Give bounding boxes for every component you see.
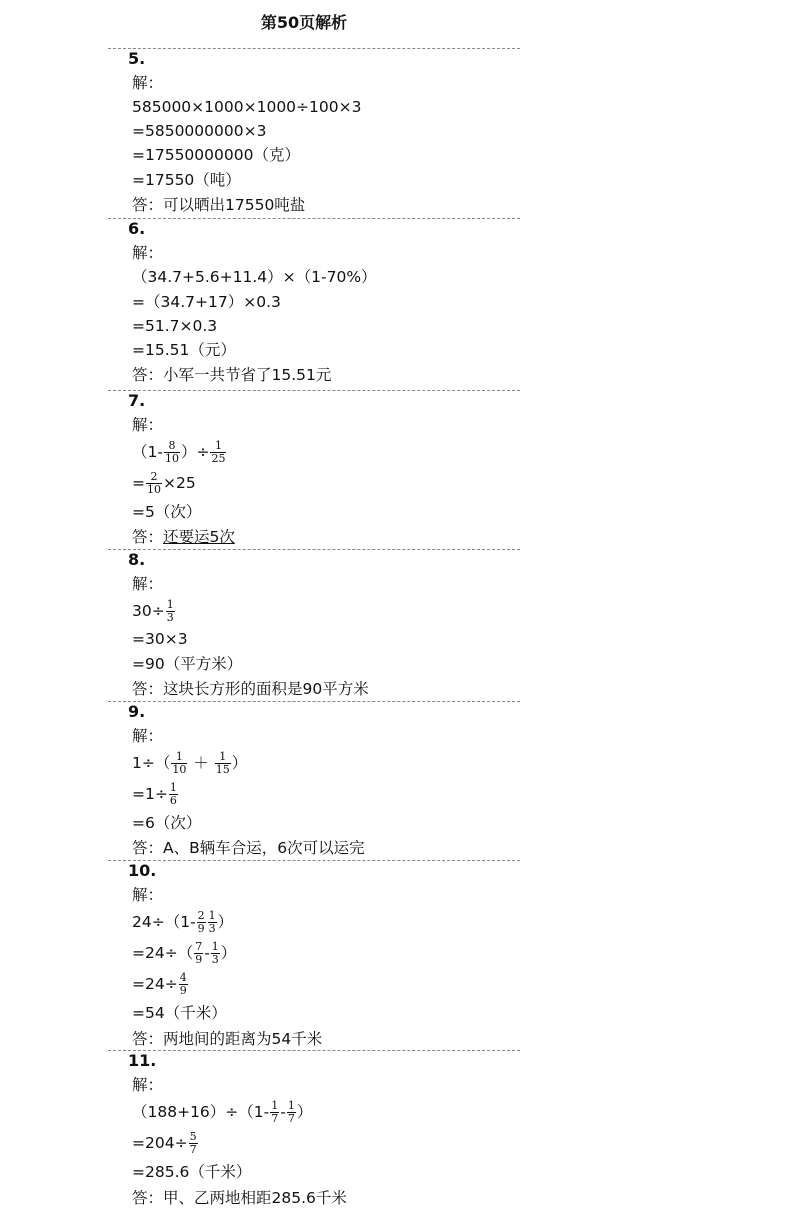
fraction: $\frac{1}{7}$ — [287, 1099, 295, 1125]
step: 1÷（ $\frac{1}{10}$ ＋ $\frac{1}{15}$ ） — [132, 750, 248, 776]
solution-label: 解： — [132, 1076, 164, 1094]
step: （1- $\frac{8}{10}$ ）÷ $\frac{1}{25}$ — [132, 439, 226, 465]
fraction: $\frac{1}{3}$ — [208, 909, 216, 935]
problem-7 — [108, 390, 520, 549]
solution-label: 解： — [132, 74, 164, 92]
solution-label: 解： — [132, 727, 164, 745]
problem-number: 6. — [128, 219, 146, 238]
answer: 答：还要运5次 — [132, 528, 235, 546]
step: =17550（吨） — [132, 171, 241, 189]
problem-5 — [108, 48, 520, 217]
step: =1÷ $\frac{1}{6}$ — [132, 781, 177, 807]
solution-label: 解： — [132, 416, 164, 434]
fraction: $\frac{1}{10}$ — [172, 750, 187, 776]
fraction: $\frac{8}{10}$ — [164, 439, 179, 465]
fraction: $\frac{1}{7}$ — [271, 1099, 279, 1125]
step: =5850000000×3 — [132, 122, 267, 140]
step: 24÷（1- $\frac{2}{9}$ $\frac{1}{3}$ ） — [132, 909, 234, 935]
page-title: 第50页解析 — [260, 13, 348, 32]
fraction: $\frac{1}{6}$ — [169, 781, 177, 807]
problem-10 — [108, 860, 520, 1051]
problem-9 — [108, 701, 520, 860]
step: =90（平方米） — [132, 655, 243, 673]
fraction: $\frac{1}{25}$ — [211, 439, 226, 465]
problem-number: 8. — [128, 550, 146, 569]
answer: 答：两地间的距离为54千米 — [132, 1030, 323, 1048]
step: =51.7×0.3 — [132, 317, 218, 335]
step: =15.51（元） — [132, 341, 236, 359]
problem-8 — [108, 549, 520, 701]
step: =6（次） — [132, 814, 202, 832]
step: 585000×1000×1000÷100×3 — [132, 98, 362, 116]
fraction: $\frac{1}{3}$ — [166, 598, 174, 624]
fraction: $\frac{1}{15}$ — [215, 750, 230, 776]
step: =24÷ $\frac{4}{9}$ — [132, 971, 187, 997]
step: =285.6（千米） — [132, 1163, 252, 1181]
fraction: $\frac{4}{9}$ — [179, 971, 187, 997]
step: =204÷ $\frac{5}{7}$ — [132, 1130, 197, 1156]
fraction: $\frac{5}{7}$ — [189, 1130, 197, 1156]
answer: 答：这块长方形的面积是90平方米 — [132, 680, 369, 698]
problem-number: 7. — [128, 391, 146, 410]
step: = $\frac{2}{10}$ ×25 — [132, 470, 196, 496]
problem-number: 9. — [128, 702, 146, 721]
step: （34.7+5.6+11.4）×（1-70%） — [132, 268, 377, 286]
problem-number: 11. — [128, 1051, 157, 1070]
answer: 答：可以晒出17550吨盐 — [132, 196, 306, 214]
step: （188+16）÷（1- $\frac{1}{7}$ - $\frac{1}{7}$ ） — [132, 1099, 313, 1125]
solution-label: 解： — [132, 244, 164, 262]
answer: 答：A、B辆车合运，6次可以运完 — [132, 839, 365, 857]
step: =17550000000（克） — [132, 146, 300, 164]
solution-label: 解： — [132, 575, 164, 593]
fraction: $\frac{7}{9}$ — [195, 940, 203, 966]
answer: 答：小军一共节省了15.51元 — [132, 366, 332, 384]
fraction: $\frac{2}{9}$ — [197, 909, 205, 935]
step: =30×3 — [132, 630, 188, 648]
fraction: $\frac{1}{3}$ — [211, 940, 219, 966]
problem-11 — [108, 1050, 520, 1210]
problem-6 — [108, 218, 520, 387]
answer: 答：甲、乙两地相距285.6千米 — [132, 1189, 347, 1207]
step: =5（次） — [132, 503, 202, 521]
step: 30÷ $\frac{1}{3}$ — [132, 598, 174, 624]
step: =24÷（ $\frac{7}{9}$ - $\frac{1}{3}$ ） — [132, 940, 237, 966]
fraction: $\frac{2}{10}$ — [147, 470, 161, 496]
step: =54（千米） — [132, 1004, 227, 1022]
solution-label: 解： — [132, 886, 164, 904]
step: =（34.7+17）×0.3 — [132, 293, 281, 311]
problem-number: 10. — [128, 861, 157, 880]
problem-number: 5. — [128, 49, 146, 68]
